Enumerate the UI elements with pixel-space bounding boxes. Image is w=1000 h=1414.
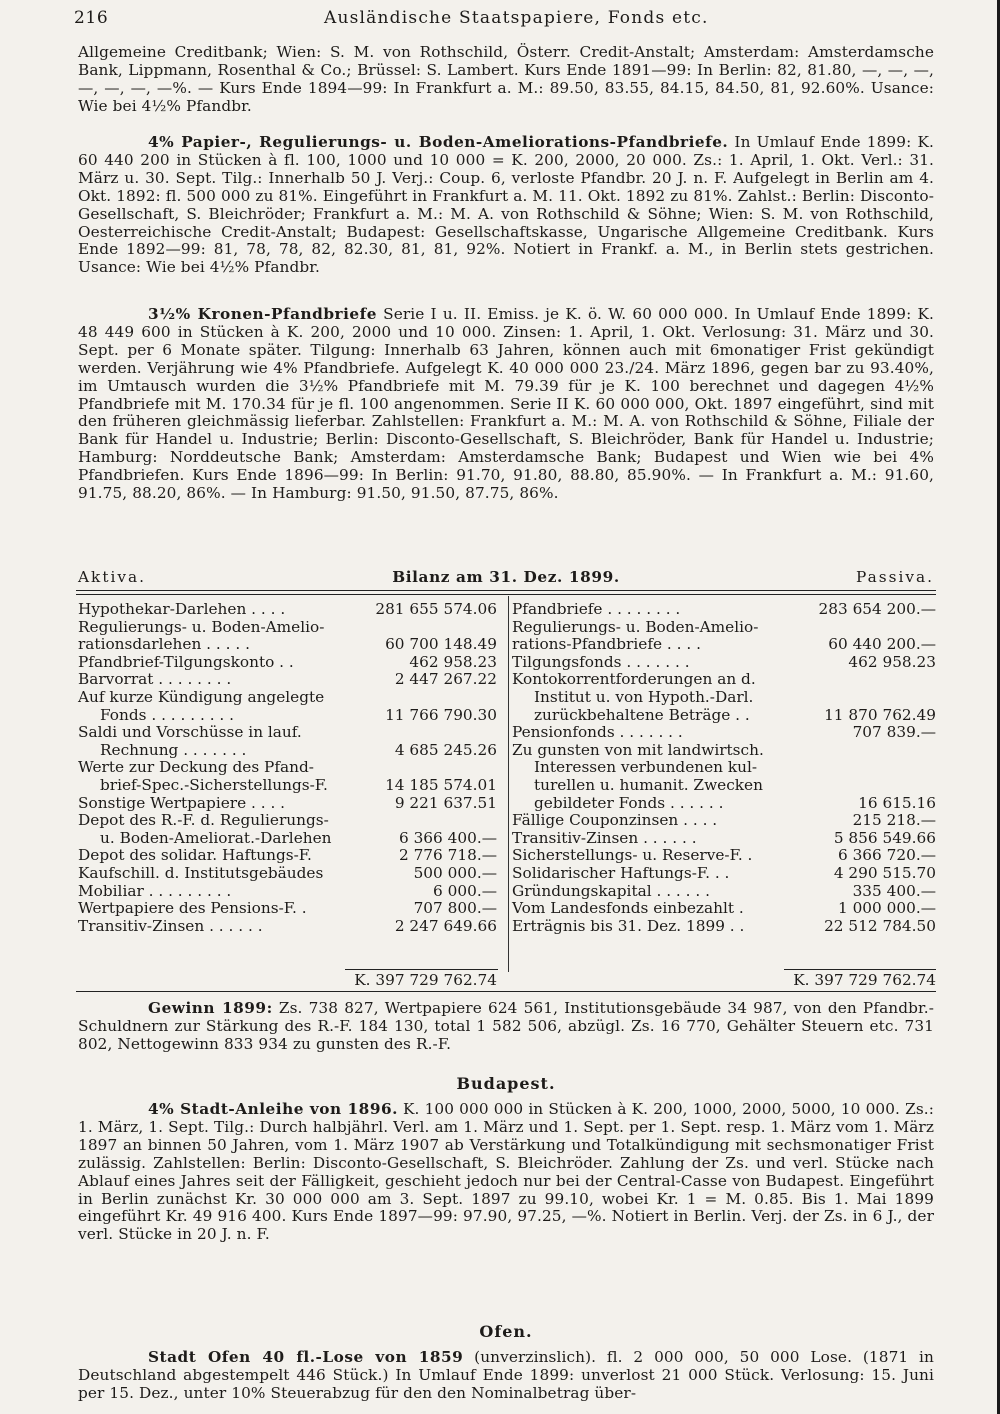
balance-row-label: Wertpapiere des Pensions-F. . xyxy=(78,899,307,918)
budapest-body: K. 100 000 000 in Stücken à K. 200, 1000, 2000, 5000, 10 000. Zs.: 1. März, 1. Sept. Tilg.: Durch halbjährl. Verl. am 1. März und 1. Sept. per 1. Sept. resp. 1. März vom 1. März 1897 an binnen 50 Jahren, vom 1. März 1907 ab Verstärkung und Totalkündigung mit sechsmonatiger Frist zulässig. Zahlstellen: Berlin: Disconto-Gesellschaft, S. Bleichröder. Zahlung der Zs. und verl. Stücke nach Ablauf eines Jahres seit der Fälligkeit, geschieht jedoch nur bei der Central-Casse von Budapest. Eingeführt in Berlin zunächst Kr. 30 000 000 am 3. Sept. 1897 zu 99.10, wobei Kr. 1 = M. 0.85. Bis 1. Mai 1899 eingeführt Kr. 49 916 400. Kurs Ende 1897—99: 97.90, 97.25, —%. Notiert in Berlin. Verj. der Zs. in 6 J., der verl. Stücke in 20 J. n. F. xyxy=(78,1100,934,1244)
balance-row-label: Rechnung . . . . . . . xyxy=(100,740,247,759)
total-aktiva: K. 397 729 762.74 xyxy=(354,971,497,989)
balance-row-amount: 22 512 784.50 xyxy=(824,916,936,935)
balance-row xyxy=(78,654,497,672)
balance-row-amount: 4 685 245.26 xyxy=(394,740,497,759)
balance-row-amount: 335 400.— xyxy=(852,881,936,900)
intro-text: Allgemeine Creditbank; Wien: S. M. von Rothschild, Österr. Credit-Anstalt; Amsterdam: Amsterdamsche Bank, Lippmann, Rosenthal & Co.; Brüssel: S. Lambert. Kurs Ende 1891—99: In Berlin: 82, 81.80, —, —, —, —, —, —, —%. — Kurs Ende 1894—99: In Frankfurt a. M.: 89.50, 83.55, 84.15, 84.50, 81, 92.60%. Usance: Wie bei 4½% Pfandbr. xyxy=(78,43,934,115)
balance-row xyxy=(512,654,936,672)
balance-row-label: Regulierungs- u. Boden-Amelio- xyxy=(78,617,325,636)
balance-row xyxy=(512,759,936,777)
ofen-heading: Ofen. xyxy=(479,1322,533,1341)
balance-row xyxy=(78,619,497,637)
balance-row-amount: 4 290 515.70 xyxy=(833,863,936,882)
pfandbriefe-body: In Umlauf Ende 1899: K. 60 440 200 in Stücken à fl. 100, 1000 und 10 000 = K. 200, 2000, 20 000. Zs.: 1. April, 1. Okt. Verl.: 31. März u. 30. Sept. Tilg.: Innerhalb 50 J. Verj.: Coup. 6, verloste Pfandbr. 20 J. n. F. Aufgelegt in Berlin am 4. Okt. 1892: fl. 500 000 zu 81%. Eingeführt in Frankfurt a. M. 11. Okt. 1892 zu 81%. Zahlst.: Berlin: Disconto-Gesellschaft, S. Bleichröder; Frankfurt a. M.: M. A. von Rothschild & Söhne; Wien: S. M. von Rothschild, Oesterreichische Credit-Anstalt; Budapest: Gesellschaftskasse, Ungarische Allgemeine Creditbank. Kurs Ende 1892—99: 81, 78, 78, 82, 82.30, 81, 81, 92%. Notiert in Frankf. a. M., in Berlin stets gestrichen. Usance: Wie bei 4½% Pfandbr. xyxy=(78,133,934,277)
balance-row xyxy=(78,724,497,742)
balance-row-label: Pensionfonds . . . . . . . xyxy=(512,723,683,742)
balance-row-label: Kontokorrentforderungen an d. xyxy=(512,670,756,689)
balance-row-label: Auf kurze Kündigung angelegte xyxy=(78,687,325,706)
balance-row-amount: 14 185 574.01 xyxy=(385,775,497,794)
balance-row xyxy=(78,707,497,725)
balance-row-amount: 6 366 720.— xyxy=(837,846,936,865)
balance-row-amount: 281 655 574.06 xyxy=(375,600,497,618)
balance-row-amount: 2 776 718.— xyxy=(398,846,497,865)
balance-row-amount: 60 440 200.— xyxy=(828,635,936,654)
balance-header xyxy=(78,568,934,588)
balance-row-label: Sicherstellungs- u. Reserve-F. . xyxy=(512,846,753,865)
balance-row xyxy=(78,900,497,918)
balance-row xyxy=(512,619,936,637)
balance-row-label: rations-Pfandbriefe . . . . xyxy=(512,635,701,654)
balance-row-label: Depot des solidar. Haftungs-F. xyxy=(78,846,312,865)
balance-row-label: Depot des R.-F. d. Regulierungs- xyxy=(78,811,329,830)
gewinn-body: Zs. 738 827, Wertpapiere 624 561, Institutionsgebäude 34 987, von den Pfandbr.-Schuldnern zur Stärkung des R.-F. 184 130, total 1 582 506, abzügl. Zs. 16 770, Gehälter Steuern etc. 731 802, Nettogewinn 833 934 zu gunsten des R.-F. xyxy=(78,999,934,1053)
balance-row xyxy=(512,636,936,654)
balance-row-label: brief-Spec.-Sicherstellungs-F. xyxy=(100,775,328,794)
balance-row-label: Barvorrat . . . . . . . . xyxy=(78,670,232,689)
balance-row-label: Pfandbrief-Tilgungskonto . . xyxy=(78,652,294,671)
balance-row-amount: 6 366 400.— xyxy=(398,828,497,847)
balance-row-label: Pfandbriefe . . . . . . . . xyxy=(512,600,681,618)
gewinn-title: Gewinn 1899: xyxy=(148,999,273,1017)
balance-row-amount: 462 958.23 xyxy=(848,652,936,671)
kronen-title: 3½% Kronen-Pfandbriefe xyxy=(148,305,377,323)
balance-row-label: Kaufschill. d. Institutsgebäudes xyxy=(78,863,324,882)
balance-row xyxy=(78,636,497,654)
balance-row xyxy=(78,795,497,813)
balance-row-amount: 1 000 000.— xyxy=(837,899,936,918)
running-header xyxy=(74,8,934,30)
balance-row-amount: 2 447 267.22 xyxy=(394,670,497,689)
gewinn-section xyxy=(78,1000,934,1054)
balance-row xyxy=(78,742,497,760)
balance-title: Bilanz am 31. Dez. 1899. xyxy=(392,568,620,586)
balance-row-label: Gründungskapital . . . . . . xyxy=(512,881,710,900)
balance-row-amount: 11 870 762.49 xyxy=(824,705,936,724)
budapest-heading: Budapest. xyxy=(456,1074,556,1093)
ofen-title: Stadt Ofen 40 fl.-Lose von 1859 xyxy=(148,1348,464,1366)
balance-row-amount: 5 856 549.66 xyxy=(833,828,936,847)
passiva-label: Passiva. xyxy=(856,568,934,586)
balance-row xyxy=(512,689,936,707)
balance-row-label: Vom Landesfonds einbezahlt . xyxy=(512,899,744,918)
balance-row xyxy=(512,795,936,813)
balance-row xyxy=(512,918,936,936)
balance-row xyxy=(512,601,936,619)
balance-row xyxy=(78,812,497,830)
balance-row xyxy=(78,601,497,619)
balance-row-amount: 215 218.— xyxy=(852,811,936,830)
balance-row-label: Interessen verbundenen kul- xyxy=(534,758,758,777)
intro-paragraph xyxy=(78,44,934,116)
pfandbriefe-title: 4% Papier-, Regulierungs- u. Boden-Ameliorations-Pfandbriefe. xyxy=(148,133,729,151)
balance-row xyxy=(512,865,936,883)
balance-row-label: Sonstige Wertpapiere . . . . xyxy=(78,793,286,812)
balance-row-amount: 2 247 649.66 xyxy=(394,916,497,935)
balance-row-amount: 462 958.23 xyxy=(409,652,497,671)
balance-row xyxy=(512,742,936,760)
aktiva-table xyxy=(78,601,497,935)
budapest-section xyxy=(78,1101,934,1244)
balance-row-amount: 283 654 200.— xyxy=(818,600,936,618)
balance-row-label: Fällige Couponzinsen . . . . xyxy=(512,811,718,830)
ofen-section xyxy=(78,1349,934,1403)
balance-row xyxy=(512,847,936,865)
balance-row-amount: 500 000.— xyxy=(413,863,497,882)
balance-divider xyxy=(508,596,509,972)
balance-row-label: Fonds . . . . . . . . . xyxy=(100,705,235,724)
balance-row xyxy=(78,883,497,901)
balance-row xyxy=(78,759,497,777)
ofen-body: (unverzinslich). fl. 2 000 000, 50 000 Lose. (1871 in Deutschland abgestempelt 446 Stück.) In Umlauf Ende 1899: unverlost 21 000 Stück. Verlosung: 15. Juni per 15. Dez., unter 10% Steuerabzug für den den Nominalbetrag über- xyxy=(78,1348,934,1402)
pfandbriefe-section xyxy=(78,134,934,277)
balance-row-label: Institut u. von Hypoth.-Darl. xyxy=(534,687,754,706)
balance-top-rule xyxy=(76,590,936,591)
balance-row xyxy=(512,671,936,689)
balance-row xyxy=(512,707,936,725)
balance-row-label: Transitiv-Zinsen . . . . . . xyxy=(512,828,697,847)
balance-row xyxy=(78,847,497,865)
balance-row-amount: 9 221 637.51 xyxy=(394,793,497,812)
kronen-section xyxy=(78,306,934,503)
balance-row-amount: 11 766 790.30 xyxy=(385,705,497,724)
passiva-table xyxy=(512,601,936,935)
balance-row-label: Solidarischer Haftungs-F. . . xyxy=(512,863,730,882)
balance-row xyxy=(512,812,936,830)
balance-row-label: rationsdarlehen . . . . . xyxy=(78,635,250,654)
balance-top-rule-2 xyxy=(76,594,936,595)
page-number: 216 xyxy=(74,8,109,28)
balance-row-label: Mobiliar . . . . . . . . . xyxy=(78,881,232,900)
balance-row-amount: 707 800.— xyxy=(413,899,497,918)
balance-row-label: gebildeter Fonds . . . . . . xyxy=(534,793,724,812)
balance-row-amount: 16 615.16 xyxy=(858,793,936,812)
balance-row xyxy=(512,883,936,901)
balance-row-label: u. Boden-Ameliorat.-Darlehen xyxy=(100,828,332,847)
balance-row-label: Werte zur Deckung des Pfand- xyxy=(78,758,314,777)
balance-bottom-rule xyxy=(76,991,936,992)
kronen-body: Serie I u. II. Emiss. je K. ö. W. 60 000 000. In Umlauf Ende 1899: K. 48 449 600 in Stücken à K. 200, 2000 und 10 000. Zinsen: 1. April, 1. Okt. Verlosung: 31. März und 30. Sept. per 6 Monate später. Tilgung: Innerhalb 63 Jahren, können auch mit 6monatiger Frist gekündigt werden. Verjährung wie 4% Pfandbriefe. Aufgelegt K. 40 000 000 23./24. März 1896, gegen bar zu 93.40%, im Umtausch wurden die 3½% Pfandbriefe mit M. 79.39 für je K. 100 berechnet und dagegen 4½% Pfandbriefe mit M. 170.34 für je fl. 100 angenommen. Serie II K. 60 000 000, Okt. 1897 eingeführt, sind mit den früheren gleichmässig lieferbar. Zahlstellen: Frankfurt a. M.: M. A. von Rothschild & Söhne, Filiale der Bank für Handel u. Industrie; Berlin: Disconto-Gesellschaft, S. Bleichröder, Bank für Handel u. Industrie; Hamburg: Norddeutsche Bank; Amsterdam: Amsterdamsche Bank; Budapest und Wien wie bei 4% Pfandbriefen. Kurs Ende 1896—99: In Berlin: 91.70, 91.80, 88.80, 85.90%. — In Frankfurt a. M.: 91.60, 91.75, 88.20, 86%. — In Hamburg: 91.50, 91.50, 87.75, 86%. xyxy=(78,305,934,503)
balance-row-label: Hypothekar-Darlehen . . . . xyxy=(78,600,286,618)
balance-row xyxy=(512,830,936,848)
balance-row xyxy=(78,918,497,936)
balance-row xyxy=(78,777,497,795)
page-title: Ausländische Staatspapiere, Fonds etc. xyxy=(324,8,709,28)
balance-row xyxy=(78,830,497,848)
balance-row xyxy=(512,724,936,742)
aktiva-label: Aktiva. xyxy=(78,568,146,586)
balance-row-amount: 707 839.— xyxy=(852,723,936,742)
balance-row-amount: 60 700 148.49 xyxy=(385,635,497,654)
balance-row xyxy=(78,689,497,707)
balance-row xyxy=(78,865,497,883)
balance-row-label: Tilgungsfonds . . . . . . . xyxy=(512,652,690,671)
balance-row-label: turellen u. humanit. Zwecken xyxy=(534,775,763,794)
balance-row-label: Saldi und Vorschüsse in lauf. xyxy=(78,723,302,742)
balance-row-label: Transitiv-Zinsen . . . . . . xyxy=(78,916,263,935)
balance-row xyxy=(78,671,497,689)
balance-row-label: zurückbehaltene Beträge . . xyxy=(534,705,750,724)
balance-row-label: Regulierungs- u. Boden-Amelio- xyxy=(512,617,759,636)
total-passiva: K. 397 729 762.74 xyxy=(793,971,936,989)
balance-row xyxy=(512,900,936,918)
balance-row-amount: 6 000.— xyxy=(433,881,497,900)
balance-row-label: Erträgnis bis 31. Dez. 1899 . . xyxy=(512,916,745,935)
balance-row xyxy=(512,777,936,795)
balance-row-label: Zu gunsten von mit landwirtsch. xyxy=(512,740,764,759)
budapest-title: 4% Stadt-Anleihe von 1896. xyxy=(148,1100,398,1118)
